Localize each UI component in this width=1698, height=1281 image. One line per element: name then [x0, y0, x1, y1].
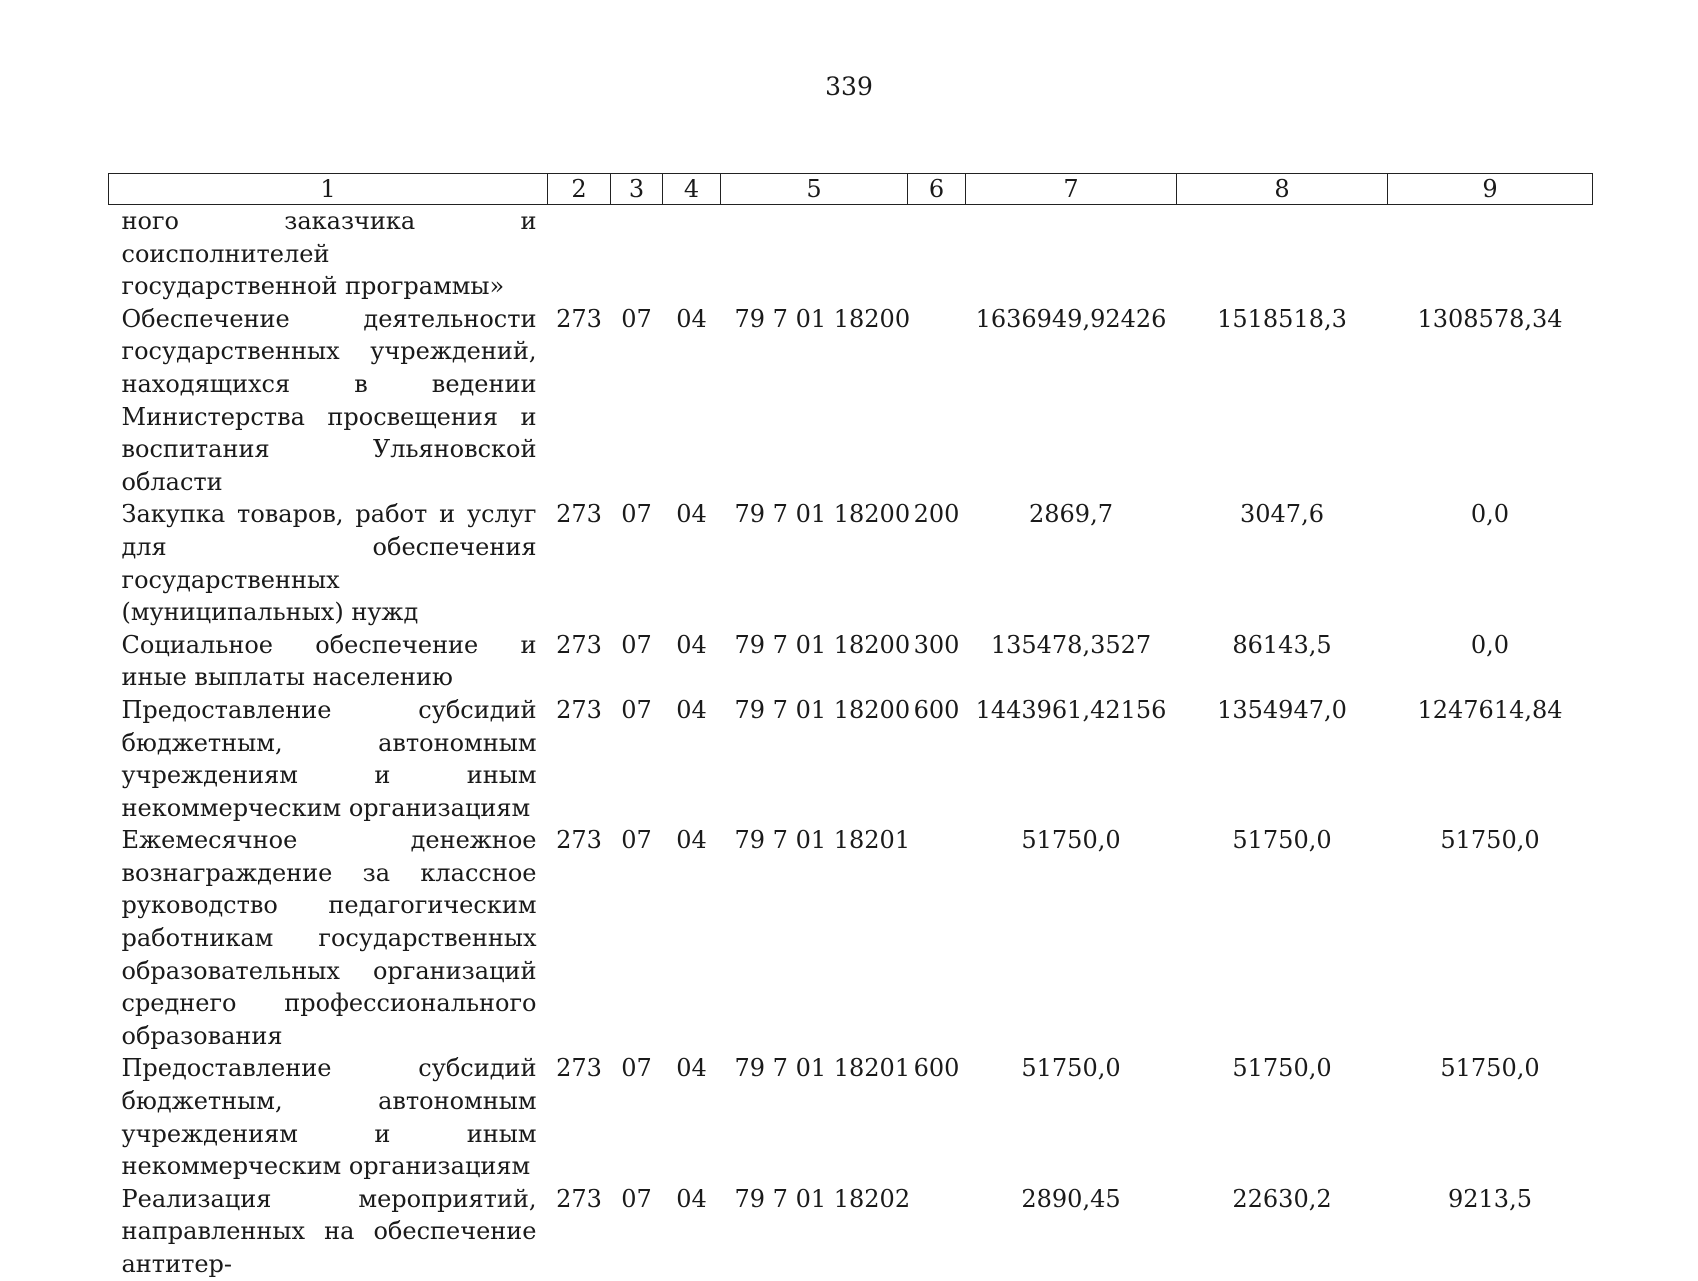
row-ministry-code: 273 — [556, 695, 602, 724]
row-expense-type: 300 — [913, 630, 960, 659]
column-header-1: 1 — [109, 174, 548, 205]
row-amount-col9: 1247614,84 — [1417, 695, 1563, 724]
row-description: Реализация мероприятий, направленных на обеспечение антитер- — [121, 1184, 537, 1278]
row-target-code: 79 7 01 18201 — [734, 1054, 911, 1083]
column-header-7: 7 — [966, 174, 1177, 205]
row-subsection-code: 04 — [676, 695, 707, 724]
row-section-code: 07 — [621, 1184, 652, 1213]
row-amount-col8: 51750,0 — [1232, 826, 1332, 855]
row-amount-col8 — [1177, 205, 1388, 303]
row-expense-type — [908, 303, 966, 499]
row-subsection-code: 04 — [676, 826, 707, 855]
row-expense-type — [908, 824, 966, 1052]
table-row — [109, 1052, 1593, 1182]
row-amount-col8: 3047,6 — [1240, 500, 1324, 529]
table-row — [109, 694, 1593, 824]
row-ministry-code: 273 — [556, 1054, 602, 1083]
column-header-2: 2 — [548, 174, 611, 205]
row-amount-col9: 51750,0 — [1440, 1054, 1540, 1083]
table-row — [109, 303, 1593, 499]
row-expense-type: 200 — [913, 500, 960, 529]
row-description: ного заказчика и соисполнителей государственной программы» — [121, 207, 537, 301]
row-subsection-code: 04 — [676, 500, 707, 529]
row-target-code: 79 7 01 18202 — [734, 1184, 911, 1213]
row-description: Предоставление субсидий бюджетным, автономным учреждениям и иным некоммерческим организациям — [121, 1054, 537, 1181]
row-ministry-code: 273 — [556, 1184, 602, 1213]
column-header-5: 5 — [721, 174, 908, 205]
row-amount-col7: 51750,0 — [1021, 826, 1121, 855]
table-row — [109, 205, 1593, 303]
row-ministry-code: 273 — [556, 500, 602, 529]
row-section-code: 07 — [621, 826, 652, 855]
row-amount-col8: 1518518,3 — [1217, 304, 1347, 333]
row-subsection-code: 04 — [676, 630, 707, 659]
table-row — [109, 824, 1593, 1052]
table-row — [109, 498, 1593, 628]
row-amount-col8: 1354947,0 — [1217, 695, 1347, 724]
row-description: Обеспечение деятельности государственных учреждений, находящихся в ведении Министерства просвещения и воспитания Ульяновской области — [121, 304, 537, 496]
row-amount-col8: 22630,2 — [1232, 1184, 1332, 1213]
row-ministry-code: 273 — [556, 630, 602, 659]
column-header-3: 3 — [611, 174, 663, 205]
row-amount-col7: 1636949,92426 — [975, 304, 1167, 333]
row-amount-col7: 2869,7 — [1029, 500, 1113, 529]
row-description: Социальное обеспечение и иные выплаты населению — [121, 630, 537, 692]
row-amount-col9: 0,0 — [1470, 630, 1510, 659]
row-amount-col7: 2890,45 — [1021, 1184, 1121, 1213]
row-amount-col7: 51750,0 — [1021, 1054, 1121, 1083]
row-amount-col8: 51750,0 — [1232, 1054, 1332, 1083]
row-description: Предоставление субсидий бюджетным, автономным учреждениям и иным некоммерческим организациям — [121, 695, 537, 822]
row-subsection-code — [663, 205, 721, 303]
row-target-code: 79 7 01 18200 — [734, 630, 911, 659]
row-section-code: 07 — [621, 304, 652, 333]
row-expense-type: 600 — [913, 695, 960, 724]
row-expense-type — [908, 205, 966, 303]
row-amount-col9 — [1388, 205, 1593, 303]
row-section-code — [611, 205, 663, 303]
page-number: 339 — [825, 72, 873, 101]
row-expense-type: 600 — [913, 1054, 960, 1083]
row-description: Закупка товаров, работ и услуг для обеспечения государственных (муниципальных) нужд — [121, 500, 537, 627]
row-section-code: 07 — [621, 500, 652, 529]
row-section-code: 07 — [621, 1054, 652, 1083]
column-header-6: 6 — [908, 174, 966, 205]
budget-table — [108, 173, 1593, 1281]
row-amount-col7: 1443961,42156 — [975, 695, 1167, 724]
row-ministry-code: 273 — [556, 826, 602, 855]
row-amount-col9: 9213,5 — [1448, 1184, 1532, 1213]
row-section-code: 07 — [621, 695, 652, 724]
row-ministry-code — [548, 205, 611, 303]
row-amount-col9: 1308578,34 — [1417, 304, 1563, 333]
column-header-4: 4 — [663, 174, 721, 205]
table-row — [109, 629, 1593, 694]
row-subsection-code: 04 — [676, 1054, 707, 1083]
row-target-code: 79 7 01 18200 — [734, 304, 911, 333]
row-target-code: 79 7 01 18201 — [734, 826, 911, 855]
row-expense-type — [908, 1183, 966, 1281]
row-amount-col8: 86143,5 — [1232, 630, 1332, 659]
row-amount-col9: 51750,0 — [1440, 826, 1540, 855]
row-amount-col9: 0,0 — [1470, 500, 1510, 529]
row-section-code: 07 — [621, 630, 652, 659]
row-target-code — [721, 205, 908, 303]
column-number-row — [109, 174, 1593, 205]
table-row — [109, 1183, 1593, 1281]
row-amount-col7: 135478,3527 — [990, 630, 1152, 659]
column-header-9: 9 — [1388, 174, 1593, 205]
column-header-8: 8 — [1177, 174, 1388, 205]
row-target-code: 79 7 01 18200 — [734, 500, 911, 529]
row-amount-col7 — [966, 205, 1177, 303]
row-subsection-code: 04 — [676, 304, 707, 333]
row-subsection-code: 04 — [676, 1184, 707, 1213]
row-description: Ежемесячное денежное вознаграждение за классное руководство педагогическим работникам государственных образовательных организаций среднего профессионального образования — [121, 826, 537, 1050]
row-target-code: 79 7 01 18200 — [734, 695, 911, 724]
row-ministry-code: 273 — [556, 304, 602, 333]
